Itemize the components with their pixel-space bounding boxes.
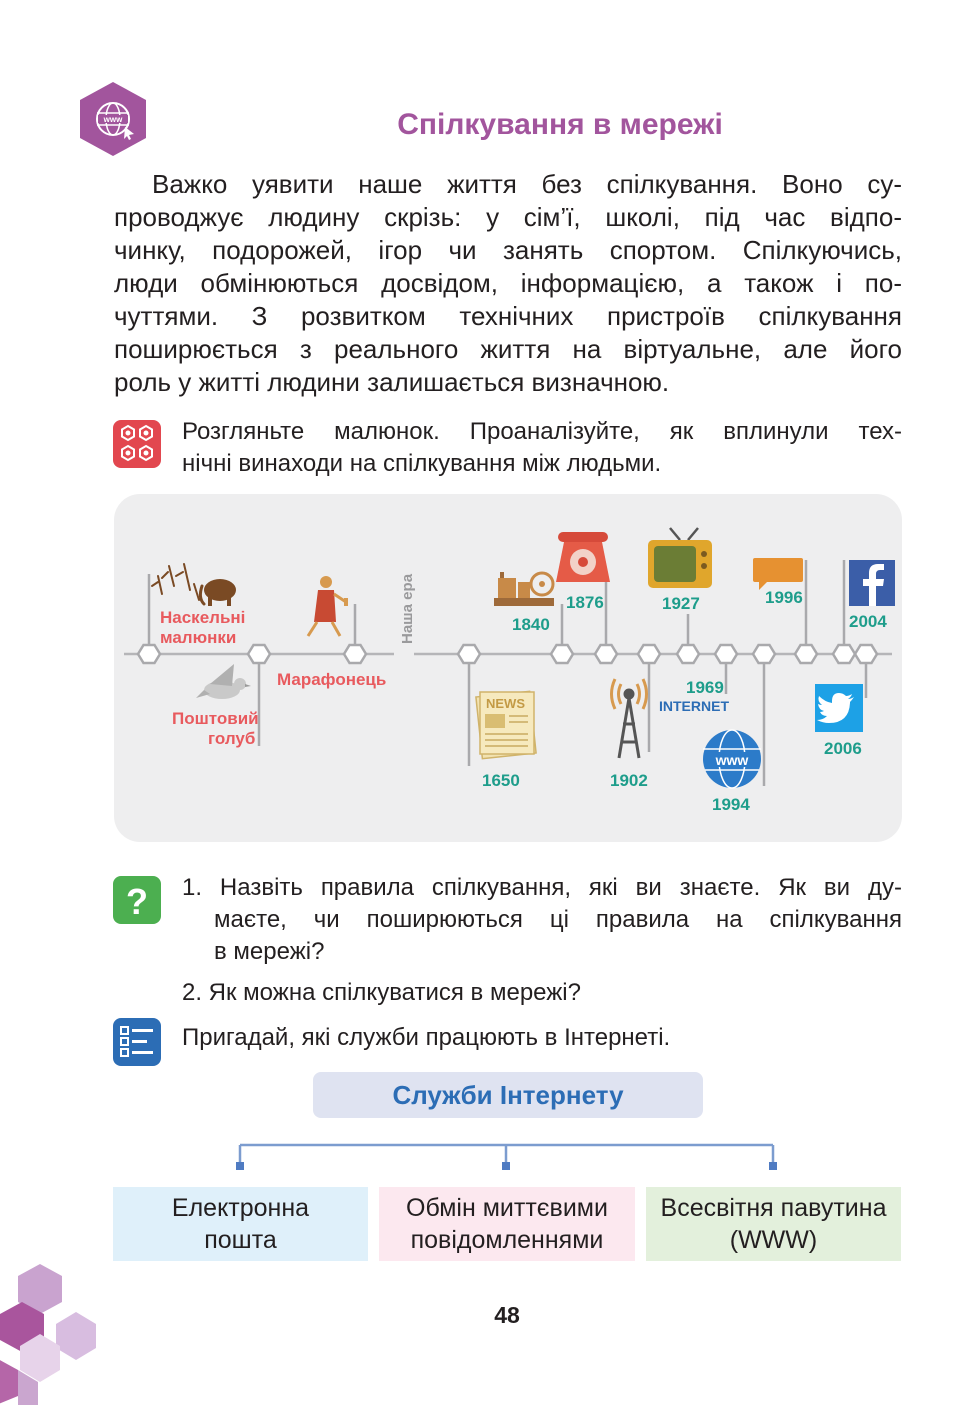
question-line: 2. Як можна спілкуватися в мережі? <box>182 979 581 1006</box>
pigeon-icon <box>196 664 251 699</box>
radio-tower-icon <box>612 679 647 758</box>
ancient-label: Наскельні <box>160 608 246 627</box>
question-line: 1. Назвіть правила спілкування, які ви знаєте. Як ви ду- <box>182 874 902 901</box>
question-line: в мережі? <box>214 938 325 965</box>
internet-label: INTERNET <box>659 698 729 714</box>
page-title: Спілкування в мережі <box>397 108 723 141</box>
ancient-label: голуб <box>208 729 256 748</box>
reminder-text: Пригадай, які служби працюють в Інтернеті. <box>182 1024 671 1051</box>
task-line: нічні винаходи на спілкування між людьми. <box>182 450 662 477</box>
year-label: 1902 <box>610 771 648 790</box>
tv-icon <box>648 528 712 588</box>
task-line: Розгляньте малюнок. Проаналізуйте, як вплинули тех- <box>182 418 902 445</box>
service-label: пошта <box>204 1226 277 1254</box>
year-label: 1840 <box>512 615 550 634</box>
service-label: Всесвітня павутина <box>660 1194 887 1222</box>
service-www <box>646 1187 901 1261</box>
year-label: 1996 <box>765 588 803 607</box>
analyze-task-text <box>182 416 902 480</box>
timeline-panel <box>114 494 902 842</box>
paragraph-line: поширюється з реального життя на віртуальне, але його <box>114 334 902 364</box>
ancient-label: Марафонець <box>277 670 387 689</box>
services-connector <box>0 1135 980 1175</box>
svg-text:NEWS: NEWS <box>486 696 525 711</box>
paragraph-line: Важко уявити наше життя без спілкування. Воно су- <box>152 169 902 199</box>
service-email <box>113 1187 368 1261</box>
checklist-icon <box>113 1018 161 1066</box>
ancient-label: Поштовий <box>172 709 259 728</box>
www-globe-icon <box>703 730 761 788</box>
year-label: 2004 <box>849 612 887 631</box>
twitter-icon <box>815 684 863 732</box>
ancient-label: малюнки <box>160 628 237 647</box>
paragraph-line: чуттями. З розвитком технічних пристроїв спілкування <box>114 301 902 331</box>
hexagons-icon <box>113 420 161 468</box>
runner-icon <box>308 576 348 636</box>
era-label: Наша ера <box>399 573 416 644</box>
year-label: 1876 <box>566 593 604 612</box>
newspaper-icon <box>476 691 536 758</box>
service-instant-messaging <box>379 1187 635 1261</box>
intro-paragraph <box>114 168 902 399</box>
services-title: Служби Інтернету <box>313 1072 703 1118</box>
page-number: 48 <box>494 1302 520 1328</box>
paragraph-line: чинку, подорожей, ігор чи занять спортом. Спілкуючись, <box>114 235 902 265</box>
telegraph-icon <box>494 572 554 606</box>
service-label: повідомленнями <box>410 1226 604 1254</box>
year-label: 1969 <box>686 678 724 697</box>
service-label: Електронна <box>171 1194 310 1222</box>
year-label: 1927 <box>662 594 700 613</box>
hexagon-decoration <box>0 1262 110 1405</box>
svg-text:www: www <box>103 115 123 124</box>
service-label: Обмін миттєвими <box>406 1194 608 1222</box>
questions-list <box>182 872 902 1009</box>
svg-text:www: www <box>715 752 749 768</box>
paragraph-line: люди обмінюються досвідом, інформацією, а також і по- <box>114 268 902 298</box>
paragraph-line: проводжує людину скрізь: у сім’ї, школі, під час відпо- <box>114 202 902 232</box>
www-globe-badge-icon <box>78 80 148 158</box>
svg-text:?: ? <box>126 881 148 922</box>
year-label: 1994 <box>712 795 750 814</box>
question-icon <box>113 876 161 924</box>
question-line: маєте, чи поширюються ці правила на спілкування <box>214 906 902 933</box>
facebook-icon <box>849 560 895 606</box>
paragraph-line: роль у житті людини залишається визначною. <box>114 367 670 397</box>
cave-painting-icon <box>152 564 236 606</box>
telephone-icon <box>556 532 610 582</box>
year-label: 1650 <box>482 771 520 790</box>
chat-bubble-icon <box>753 558 803 590</box>
year-label: 2006 <box>824 739 862 758</box>
service-label: (WWW) <box>729 1226 818 1254</box>
